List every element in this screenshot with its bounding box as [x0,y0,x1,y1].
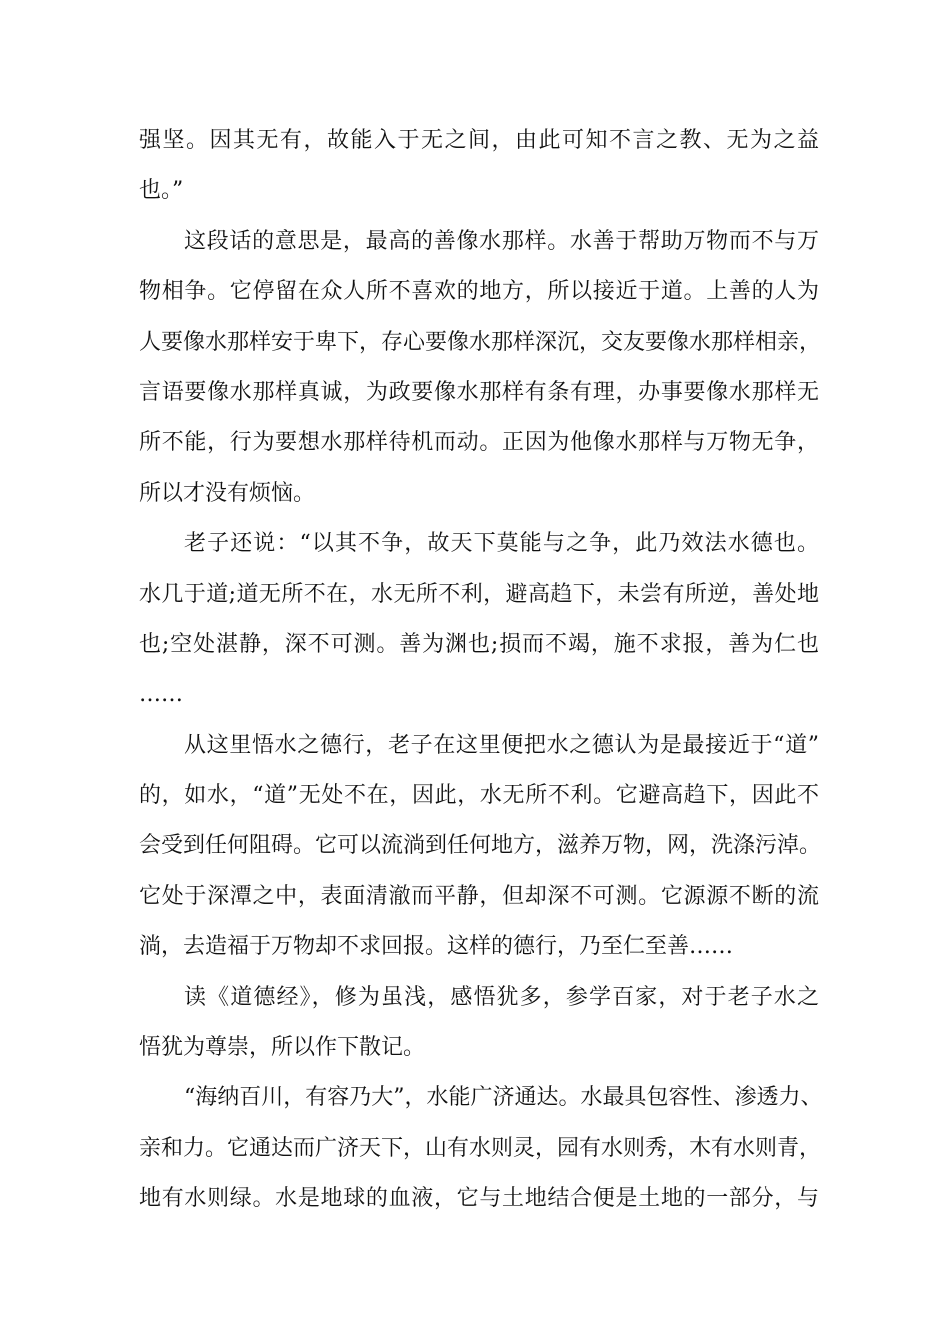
text-line: …… [139,682,183,708]
text-line: 它处于深潭之中，表面清澈而平静，但却深不可测。它源源不断的流 [139,883,819,909]
text-line: 淌，去造福于万物却不求回报。这样的德行，乃至仁至善…… [139,934,734,960]
paragraph [139,116,819,217]
text-line: 读《道德经》，修为虽浅，感悟犹多，参学百家，对于老子水之 [184,984,819,1010]
paragraph [139,1073,823,1224]
text-line: 老子还说：“以其不争，故天下莫能与之争，此乃效法水德也。 [184,531,819,557]
text-line: 物相争。它停留在众人所不喜欢的地方，所以接近于道。上善的人为 [139,279,819,305]
text-line: 这段话的意思是，最高的善像水那样。水善于帮助万物而不与万 [184,228,819,254]
text-line: 亲和力。它通达而广济天下，山有水则灵，园有水则秀，木有水则青， [139,1135,822,1161]
text-line: 的，如水，“道”无处不在，因此，水无所不利。它避高趋下，因此不 [139,783,819,809]
text-line: 也;空处湛静，深不可测。善为渊也;损而不竭，施不求报，善为仁也 [139,631,819,657]
text-line: “海纳百川，有容乃大”，水能广济通达。水最具包容性、渗透力、 [184,1085,823,1111]
paragraph [139,721,822,973]
text-line: 人要像水那样安于卑下，存心要像水那样深沉，交友要像水那样相亲， [139,329,822,355]
text-line: 言语要像水那样真诚，为政要像水那样有条有理，办事要像水那样无 [139,379,819,405]
text-line: 也。” [139,178,184,204]
text-line: 从这里悟水之德行，老子在这里便把水之德认为是最接近于“道” [184,732,819,758]
paragraph [139,519,819,721]
paragraph [139,217,822,519]
text-line: 所不能，行为要想水那样待机而动。正因为他像水那样与万物无争， [139,430,819,456]
document-body [139,116,823,1225]
paragraph [139,973,819,1074]
text-line: 会受到任何阻碍。它可以流淌到任何地方，滋养万物，网，洗涤污淖。 [139,833,822,859]
text-line: 所以才没有烦恼。 [139,480,316,506]
text-line: 强坚。因其无有，故能入于无之间，由此可知不言之教、无为之益 [139,128,819,153]
text-line: 悟犹为尊崇，所以作下散记。 [139,1035,426,1061]
text-line: 水几于道;道无所不在，水无所不利，避高趋下，未尝有所逆，善处地 [139,581,819,607]
text-line: 地有水则绿。水是地球的血液，它与土地结合便是土地的一部分，与 [139,1186,819,1212]
